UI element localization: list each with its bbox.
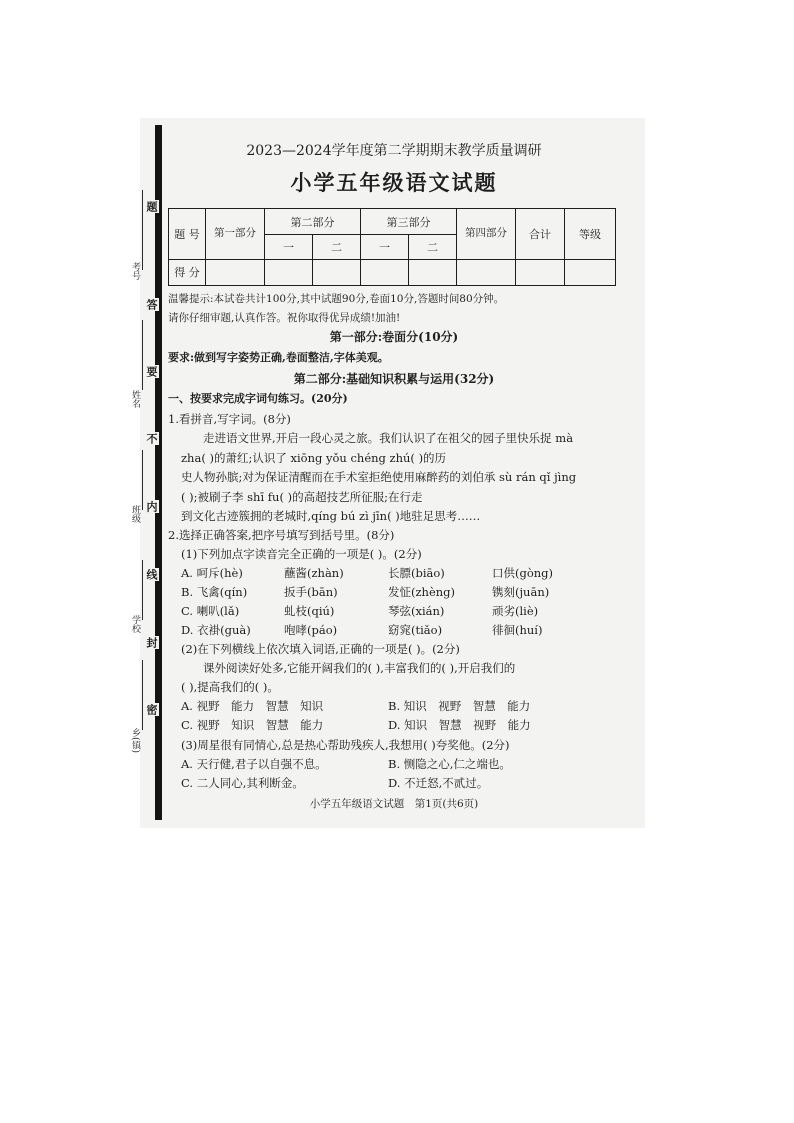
- score-cell[interactable]: [516, 259, 565, 285]
- option-item: 长膘(biāo): [388, 566, 445, 580]
- exam-subtitle: 2023—2024学年度第二学期期末教学质量调研: [246, 143, 542, 159]
- school-label: 学校: [130, 615, 140, 633]
- seal-char: 题: [145, 201, 158, 212]
- option-item: 顽劣(liè): [492, 604, 539, 618]
- option-item: D. 不迁怒,不贰过。: [388, 776, 489, 790]
- part3-header: 第三部分: [361, 209, 457, 235]
- part2-heading: 第二部分:基础知识积累与运用(32分): [293, 372, 495, 386]
- option-item: 琴弦(xián): [388, 604, 445, 618]
- seal-char: 要: [145, 366, 158, 377]
- q2-sub2-text: ( ),提高我们的( )。: [181, 680, 279, 694]
- q2-title: 2.选择正确答案,把序号填写到括号里。(8分): [168, 528, 395, 542]
- seal-char: 线: [145, 569, 158, 580]
- score-cell[interactable]: [565, 259, 616, 285]
- q2-sub2-text: 课外阅读好处多,它能开阔我们的( ),丰富我们的( ),开启我们的: [203, 661, 516, 675]
- part1-header: 第一部分: [206, 209, 265, 260]
- class-label: 班级: [130, 505, 140, 523]
- part2-header: 第二部分: [265, 209, 361, 235]
- option-item: C. 视野 知识 智慧 能力: [181, 718, 324, 732]
- seal-char: 答: [145, 299, 158, 310]
- seal-char: 封: [145, 637, 158, 648]
- q1-line: 史人物孙膑;对为保证清醒而在手术室拒绝使用麻醉药的刘伯承 sù rán qǐ jìng: [181, 470, 577, 484]
- option-item: 蘸酱(zhàn): [284, 566, 344, 580]
- option-item: 虬枝(qiú): [284, 604, 335, 618]
- q1-title: 1.看拼音,写字词。(8分): [168, 412, 291, 426]
- part4-header: 第四部分: [457, 209, 516, 260]
- option-item: 镌刻(juān): [492, 585, 550, 599]
- score-cell[interactable]: [313, 259, 361, 285]
- score-cell[interactable]: [457, 259, 516, 285]
- score-table: [168, 208, 616, 286]
- notice-line-1: 温馨提示:本试卷共计100分,其中试题90分,卷面10分,答题时间80分钟。: [168, 293, 505, 305]
- q2-sub1-stem: (1)下列加点字读音完全正确的一项是( )。(2分): [181, 547, 422, 561]
- q1-line: 到文化古迹簇拥的老城时,qíng bú zì jīn( )地驻足思考……: [181, 509, 481, 523]
- grade-header: 等级: [565, 209, 616, 260]
- seal-char: 不: [145, 433, 158, 444]
- page-footer: 小学五年级语文试题 第1页(共6页): [309, 798, 479, 810]
- town-label: 乡(镇): [130, 728, 140, 754]
- notice-line-2: 请你仔细审题,认真作答。祝你取得优异成绩!加油!: [168, 312, 401, 324]
- score-cell[interactable]: [409, 259, 457, 285]
- option-item: 口供(gòng): [492, 566, 554, 580]
- seal-char: 密: [145, 704, 158, 715]
- part1-requirement: 要求:做到写字姿势正确,卷面整洁,字体美观。: [168, 351, 389, 364]
- option-item: 咆哮(páo): [284, 623, 338, 637]
- score-cell[interactable]: [265, 259, 313, 285]
- option-item: C. 二人同心,其利断金。: [181, 776, 304, 790]
- total-header: 合计: [516, 209, 565, 260]
- option-item: B. 知识 视野 智慧 能力: [388, 699, 531, 713]
- option-item: A. 呵斥(hè): [181, 566, 243, 580]
- town-line: [142, 660, 143, 730]
- option-item: D. 衣褂(guà): [181, 623, 251, 637]
- seal-char: 内: [145, 501, 158, 512]
- score-label: 得 分: [169, 259, 206, 285]
- part1-heading: 第一部分:卷面分(10分): [329, 330, 459, 344]
- part2-sub-one: 一: [265, 235, 313, 259]
- part3-sub-one: 一: [361, 235, 409, 259]
- item-number-header: 题 号: [169, 209, 206, 260]
- q1-line: ( );被刷子李 shī fu( )的高超技艺所征服;在行走: [181, 490, 423, 504]
- part2-sub-two: 二: [313, 235, 361, 259]
- part3-sub-two: 二: [409, 235, 457, 259]
- option-item: B. 飞禽(qín): [181, 585, 248, 599]
- name-line: [142, 320, 143, 390]
- q2-sub2-stem: (2)在下列横线上依次填入词语,正确的一项是( )。(2分): [181, 642, 460, 656]
- option-item: B. 恻隐之心,仁之端也。: [388, 757, 511, 771]
- option-item: C. 喇叭(lǎ): [181, 604, 240, 618]
- exam-number-label: 考号: [130, 262, 140, 280]
- option-item: A. 视野 能力 智慧 知识: [181, 699, 324, 713]
- section1-heading: 一、按要求完成字词句练习。(20分): [168, 392, 348, 405]
- option-item: 扳手(bān): [284, 585, 338, 599]
- option-item: D. 知识 智慧 视野 能力: [388, 718, 531, 732]
- option-item: 发怔(zhèng): [388, 585, 456, 599]
- option-item: A. 天行健,君子以自强不息。: [181, 757, 327, 771]
- score-cell[interactable]: [361, 259, 409, 285]
- q1-line: 走进语文世界,开启一段心灵之旅。我们认识了在祖父的园子里快乐捉 mà: [203, 431, 574, 445]
- score-cell[interactable]: [206, 259, 265, 285]
- name-label: 姓名: [130, 390, 140, 408]
- option-item: 窈窕(tiǎo): [388, 623, 443, 637]
- exam-title: 小学五年级语文试题: [290, 170, 498, 195]
- q1-line: zha( )的萧红;认识了 xiōng yǒu chéng zhú( )的历: [181, 451, 447, 465]
- option-item: 徘徊(huí): [492, 623, 543, 637]
- q2-sub3-stem: (3)周星很有同情心,总是热心帮助残疾人,我想用( )夸奖他。(2分): [181, 738, 510, 752]
